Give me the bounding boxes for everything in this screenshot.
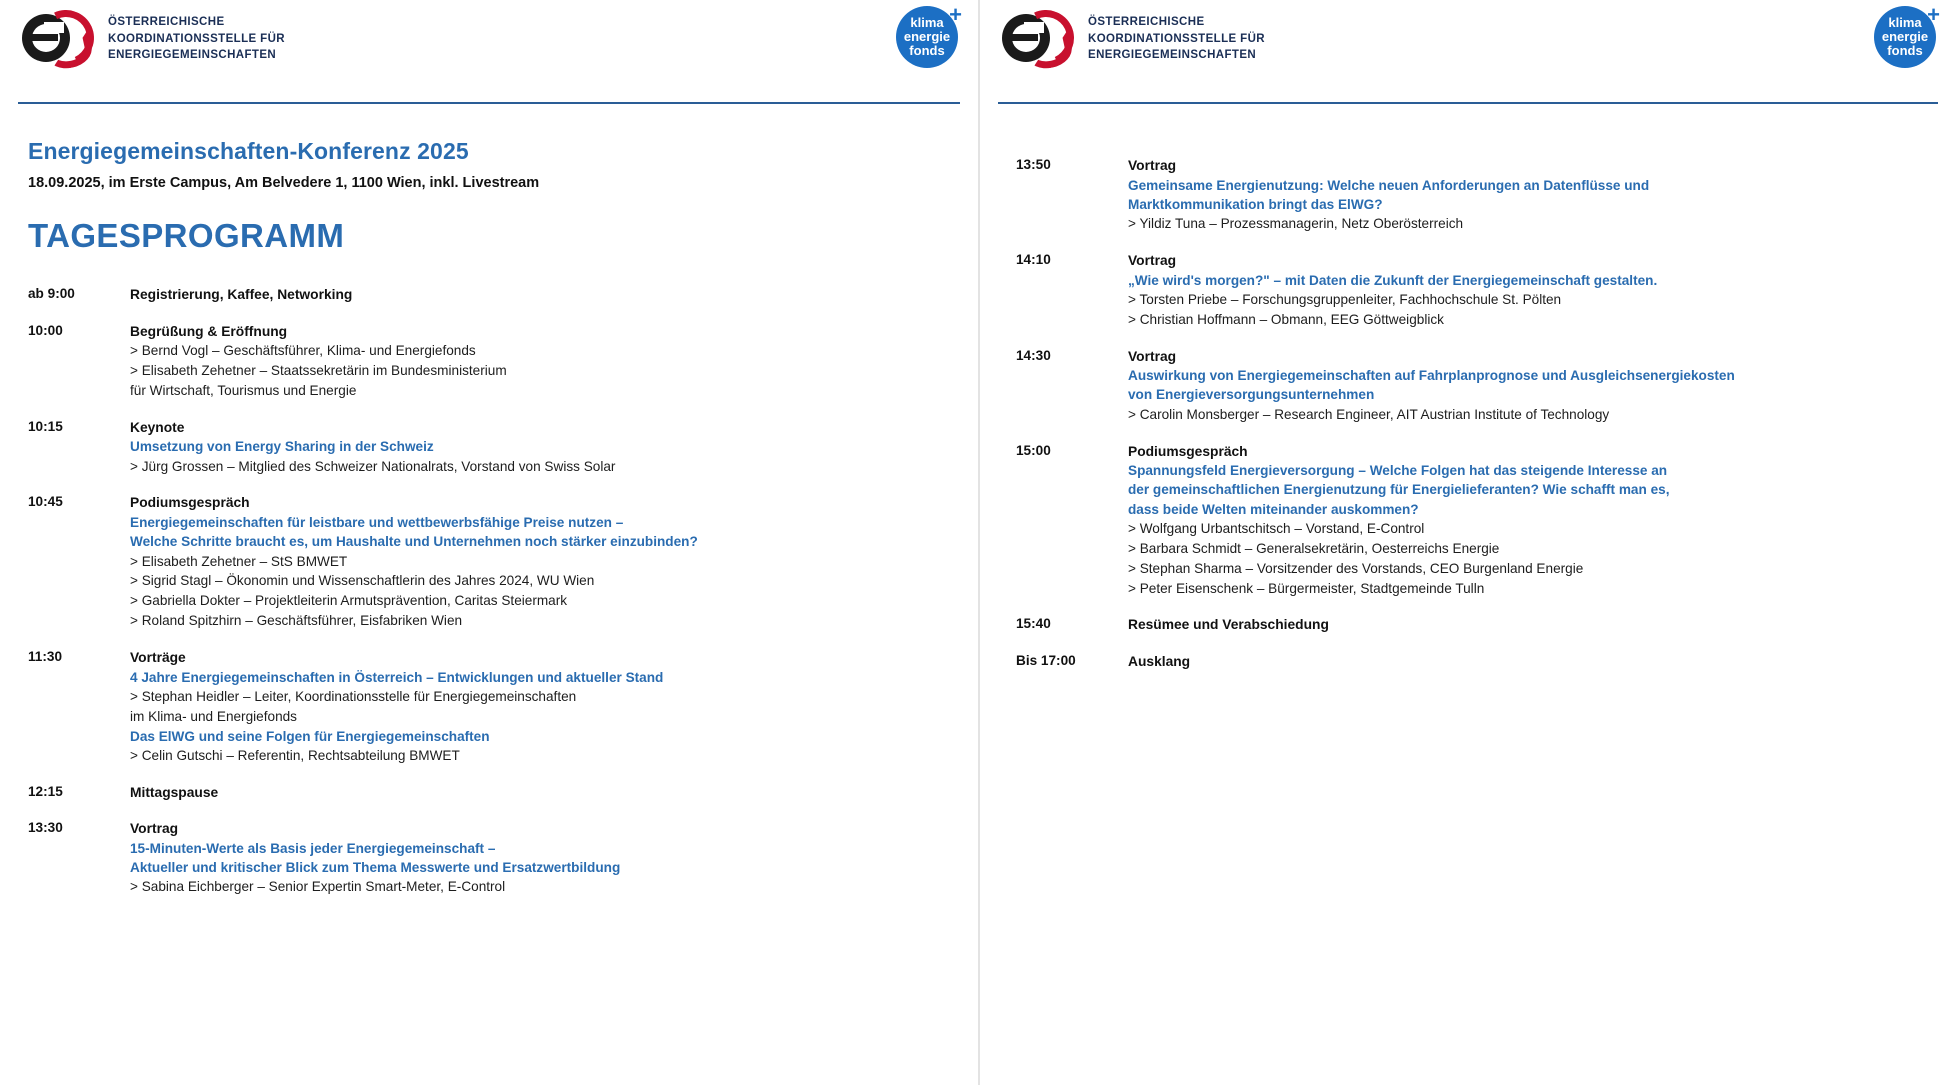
agenda-topic-line: Energiegemeinschaften für leistbare und wettbewerbsfähige Preise nutzen –: [130, 514, 624, 530]
agenda-heading: Begrüßung & Eröffnung: [130, 323, 288, 339]
agenda-speaker-line: > Barbara Schmidt – Generalsekretärin, Oesterreichs Energie: [1128, 540, 1500, 556]
agenda-detail: [1128, 347, 1928, 425]
agenda-speaker-line: > Bernd Vogl – Geschäftsführer, Klima- und Energiefonds: [130, 343, 476, 359]
agenda-speaker-line: > Elisabeth Zehetner – Staatssekretärin im Bundesministerium: [130, 363, 507, 378]
agenda-speaker-line: > Sabina Eichberger – Senior Expertin Smart-Meter, E-Control: [130, 879, 506, 895]
agenda-time: 14:30: [1016, 347, 1051, 363]
klima-line-2: energie: [1881, 28, 1929, 44]
agenda-time: 10:15: [28, 418, 63, 434]
agenda-row: [28, 783, 950, 803]
agenda-topic-line: 4 Jahre Energiegemeinschaften in Österreich – Entwicklungen und aktueller Stand: [130, 669, 664, 685]
agenda-detail: [1128, 442, 1928, 599]
agenda-heading: Podiumsgespräch: [130, 495, 250, 511]
agenda-detail: [130, 493, 950, 631]
org-line-2: KOORDINATIONSSTELLE FÜR: [1088, 32, 1266, 45]
agenda-topic-line: von Energieversorgungsunternehmen: [1128, 387, 1375, 403]
left-page-body: [0, 104, 978, 897]
agenda-time: 11:30: [28, 648, 63, 664]
agenda-row: [1016, 615, 1928, 635]
agenda-heading: Resümee und Verabschiedung: [1128, 617, 1329, 633]
org-logo-text: [1088, 14, 1265, 64]
agenda-heading: Vortrag: [1128, 253, 1177, 269]
agenda-time: 12:15: [28, 783, 63, 799]
agenda-speaker-line: > Roland Spitzhirn – Geschäftsführer, Eisfabriken Wien: [130, 613, 463, 629]
agenda-time: Bis 17:00: [1016, 653, 1076, 669]
agenda-topic-line: Spannungsfeld Energieversorgung – Welche Folgen hat das steigende Interesse an: [1128, 463, 1668, 479]
klima-line-2: energie: [903, 28, 951, 44]
org-logo-text: [108, 14, 285, 64]
agenda-speaker-line: > Yildiz Tuna – Prozessmanagerin, Netz Oberösterreich: [1128, 216, 1464, 232]
org-line-1: ÖSTERREICHISCHE: [108, 15, 225, 28]
klima-line-1: klima: [910, 14, 944, 30]
agenda-list-left: [28, 285, 950, 897]
energy-swoosh-icon: [18, 8, 96, 70]
agenda-heading: Mittagspause: [130, 784, 219, 800]
conference-title: Energiegemeinschaften-Konferenz 2025: [28, 138, 469, 164]
agenda-row: [28, 322, 950, 401]
org-logo: [18, 8, 285, 70]
agenda-detail: [130, 418, 950, 477]
agenda-row: [28, 819, 950, 897]
plus-icon: +: [1927, 2, 1940, 27]
plus-icon: +: [949, 2, 962, 27]
agenda-row: [28, 493, 950, 631]
agenda-heading: Ausklang: [1128, 654, 1191, 670]
agenda-row: [28, 418, 950, 477]
agenda-time: 10:45: [28, 494, 63, 510]
agenda-speaker-line: > Celin Gutschi – Referentin, Rechtsabteilung BMWET: [130, 747, 460, 763]
agenda-speaker-line: > Jürg Grossen – Mitglied des Schweizer Nationalrats, Vorstand von Swiss Solar: [130, 458, 616, 474]
agenda-time: 10:00: [28, 322, 63, 338]
agenda-time: 15:40: [1016, 616, 1051, 632]
page-left: [0, 0, 978, 1085]
page-header-left: [18, 0, 960, 104]
agenda-heading: Vortrag: [1128, 348, 1177, 364]
agenda-topic-line: Gemeinsame Energienutzung: Welche neuen Anforderungen an Datenflüsse und: [1128, 177, 1650, 193]
agenda-detail: [1128, 156, 1928, 234]
energy-swoosh-icon: [998, 8, 1076, 70]
agenda-topic-line: 15-Minuten-Werte als Basis jeder Energiegemeinschaft –: [130, 840, 496, 856]
agenda-detail: [130, 648, 950, 766]
klima-line-3: fonds: [909, 43, 945, 59]
agenda-speaker-line: für Wirtschaft, Tourismus und Energie: [130, 382, 357, 398]
agenda-topic-line: Das ElWG und seine Folgen für Energiegemeinschaften: [130, 728, 490, 744]
agenda-topic-line: Welche Schritte braucht es, um Haushalte und Unternehmen noch stärker einzubinden?: [130, 534, 698, 550]
agenda-heading: Podiumsgespräch: [1128, 443, 1248, 459]
org-line-1: ÖSTERREICHISCHE: [1088, 15, 1205, 28]
klima-line-1: klima: [1888, 14, 1922, 30]
agenda-speaker-line: > Gabriella Dokter – Projektleiterin Armutsprävention, Caritas Steiermark: [130, 593, 568, 609]
agenda-row: [1016, 442, 1928, 599]
agenda-heading: Vorträge: [130, 649, 186, 665]
org-logo: [998, 8, 1265, 70]
klima-line-3: fonds: [1887, 43, 1923, 59]
agenda-row: [28, 648, 950, 766]
agenda-speaker-line: > Sigrid Stagl – Ökonomin und Wissenschaftlerin des Jahres 2024, WU Wien: [130, 573, 595, 589]
agenda-detail: [130, 285, 950, 305]
agenda-detail: [130, 819, 950, 897]
agenda-topic-line: Aktueller und kritischer Blick zum Thema Messwerte und Ersatzwertbildung: [130, 860, 621, 876]
agenda-speaker-line: > Stephan Heidler – Leiter, Koordinationsstelle für Energiegemeinschaften: [130, 688, 577, 704]
org-line-3: ENERGIEGEMEINSCHAFTEN: [1088, 49, 1257, 62]
agenda-detail: [1128, 652, 1928, 672]
agenda-topic-line: Marktkommunikation bringt das ElWG?: [1128, 196, 1383, 212]
klima-energie-fonds-logo: [1874, 2, 1940, 68]
agenda-topic-line: dass beide Welten miteinander auskommen?: [1128, 501, 1419, 517]
page-header-right: [998, 0, 1938, 104]
agenda-row: [1016, 251, 1928, 330]
org-line-2: KOORDINATIONSSTELLE FÜR: [108, 32, 286, 45]
agenda-detail: [1128, 251, 1928, 330]
conference-subtitle: 18.09.2025, im Erste Campus, Am Belvedere 1, 1100 Wien, inkl. Livestream: [28, 175, 540, 191]
agenda-speaker-line: > Christian Hoffmann – Obmann, EEG Göttweigblick: [1128, 311, 1444, 327]
agenda-time: 13:30: [28, 820, 63, 836]
agenda-row: [28, 285, 950, 305]
agenda-speaker-line: > Peter Eisenschenk – Bürgermeister, Stadtgemeinde Tulln: [1128, 580, 1485, 596]
agenda-heading: Registrierung, Kaffee, Networking: [130, 287, 353, 302]
agenda-topic-line: der gemeinschaftlichen Energienutzung für Energielieferanten? Wie schafft man es,: [1128, 482, 1670, 498]
agenda-speaker-line: > Elisabeth Zehetner – StS BMWET: [130, 553, 348, 569]
agenda-topic-line: „Wie wird's morgen?" – mit Daten die Zukunft der Energiegemeinschaft gestalten.: [1128, 272, 1658, 288]
agenda-heading: Vortrag: [130, 821, 179, 837]
right-page-body: [980, 104, 1956, 672]
agenda-topic-line: Umsetzung von Energy Sharing in der Schweiz: [130, 439, 434, 455]
page-title: TAGESPROGRAMM: [28, 217, 345, 254]
agenda-speaker-line: > Carolin Monsberger – Research Engineer, AIT Austrian Institute of Technology: [1128, 406, 1610, 422]
agenda-topic-line: Auswirkung von Energiegemeinschaften auf Fahrplanprognose und Ausgleichsenergiekosten: [1128, 368, 1735, 384]
agenda-heading: Vortrag: [1128, 158, 1177, 173]
agenda-heading: Keynote: [130, 419, 185, 435]
page-right: [978, 0, 1956, 1085]
agenda-time: 14:10: [1016, 252, 1051, 268]
agenda-detail: [130, 322, 950, 401]
klima-energie-fonds-logo: [896, 2, 962, 68]
agenda-detail: [130, 783, 950, 803]
agenda-speaker-line: > Wolfgang Urbantschitsch – Vorstand, E-Control: [1128, 521, 1425, 537]
agenda-speaker-line: im Klima- und Energiefonds: [130, 708, 297, 724]
agenda-row: [1016, 347, 1928, 425]
agenda-time: 13:50: [1016, 157, 1051, 172]
agenda-time: 15:00: [1016, 442, 1051, 458]
agenda-detail: [1128, 615, 1928, 635]
agenda-list-right: [1016, 156, 1928, 672]
agenda-speaker-line: > Torsten Priebe – Forschungsgruppenleiter, Fachhochschule St. Pölten: [1128, 291, 1562, 307]
agenda-time: ab 9:00: [28, 286, 75, 301]
agenda-row: [1016, 156, 1928, 234]
agenda-speaker-line: > Stephan Sharma – Vorsitzender des Vorstands, CEO Burgenland Energie: [1128, 560, 1584, 576]
org-line-3: ENERGIEGEMEINSCHAFTEN: [108, 49, 277, 62]
agenda-row: [1016, 652, 1928, 672]
